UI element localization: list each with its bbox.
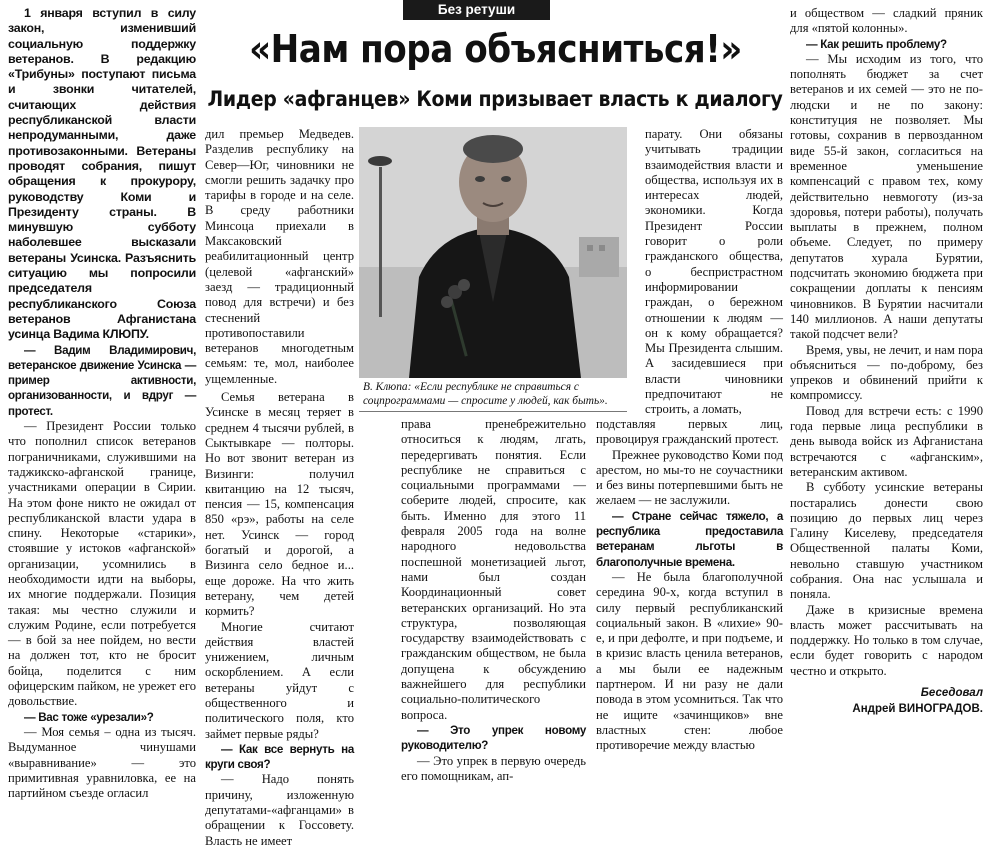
byline-author: Андрей ВИНОГРАДОВ. xyxy=(852,703,983,716)
column-5 xyxy=(790,6,983,786)
paragraph: и обществом — сладкий пряник для «пятой колонны». xyxy=(790,6,983,36)
question-3: — Как все вернуть на круги своя? xyxy=(205,742,354,772)
answer-6: — Мы исходим из того, что пополнять бюджет за счет ветеранов и их семей — это не по-людски и не по закону: конституция не позволяет. Мы готовы, сохранив в первозданном виде 55-й закон, согласиться на временное уменьшение компенсаций с правом тех, кому действительно невмоготу (из-за здоровья, потери работы), получать выплаты в прежнем, полном объеме. Следует, по примеру депутатов хурала Бурятии, подсчитать экономию бюджета при сокращении доплаты к пенсиям чиновников. В Бурятии насчитали 140 миллионов. А наши депутаты такой подсчет вели? xyxy=(790,51,983,342)
answer-3: — Надо понять причину, изложенную депутатами-«афганцами» в обращении к Госсовету. Власть не имеет xyxy=(205,772,354,848)
answer-2: — Моя семья – одна из тысяч. Выдуманное чинушами «выравнивание» — это примитивная уравниловка, ее на партийном съезде огласил xyxy=(8,724,196,801)
portrait-photo xyxy=(359,127,627,378)
column-4 xyxy=(645,127,783,417)
column-1 xyxy=(8,6,196,801)
byline-label: Беседовал xyxy=(920,687,983,700)
paragraph: парату. Они обязаны учитывать традиции взаимодействия власти и общества, используя их в интересах людей, экономики. Когда Президент России говорит о роли гражданского общества, о беспристрастном информировании граждан, о бережном отношении к людям — он к кому обращается? Мы Президента слышим. А засидевшиеся при власти чиновники предпочитают не строить, а ломать, xyxy=(645,127,783,417)
answer-4: — Это упрек в первую очередь его помощникам, ап- xyxy=(401,753,586,783)
paragraph: Даже в кризисные времена власть может рассчитывать на поддержку. Но только в том случае, если будет говорить с народом честно и открыто. xyxy=(790,602,983,678)
answer-1: — Президент России только что пополнил список ветеранов пограничниками, служившими на таджикско-афганской границе, участниками операции в Сирии. На этом фоне никто не ожидал от республиканской власти удара в спину. Некоторые «старики», стоявшие у истоков «афганской» организации, усомнились в необходимости идти на выборы, их многие поддержали. Позиция такая: мы честно служили и служим Родине, если потребуется — в бой за нее пойдем, но вести на должен тот, кто не бросит бойца, поделится с ним офицерским пайком, не урежет его довольствие. xyxy=(8,419,196,709)
column-3 xyxy=(401,417,586,786)
article-headline: «Нам пора объясниться!» xyxy=(249,27,742,71)
question-4: — Это упрек новому руководителю? xyxy=(401,723,586,753)
photo-caption: В. Клюпа: «Если республике не справиться с соцпрограммами — спросите у людей, как быть». xyxy=(359,378,627,412)
paragraph: Многие считают действия властей унижением, личным оскорблением. А если ветераны уйдут с общественного и политического поля, кто займет первые ряды? xyxy=(205,619,354,741)
paragraph: Семья ветерана в Усинске в месяц теряет в среднем 4 тысячи рублей, в Сыктывкаре — полторы. Но вот звонит ветеран из Визинги: получил квитанцию на 12 тысяч, пенсия — 15, компенсация 850 «рэ», работы на селе нет. Усинск — город богатый и дорогой, а Визинга село бедное и... еще дороже. На что жить ветерану, чем детей кормить? xyxy=(205,390,354,619)
paragraph: дил премьер Медведев. Разделив республику на Север—Юг, чиновники не смогли решить задачку про тарифы в городе и на селе. В среду работники Минсоца приехали в Максаковский реабилитационный центр (целевой «афганский» заезд — традиционный повод для встречи) и без стеснений противопоставили ветеранов многодетным семьям: те, мол, наиболее ущемленные. xyxy=(205,127,354,386)
byline xyxy=(790,685,983,718)
question-2: — Вас тоже «урезали»? xyxy=(24,710,154,724)
paragraph: права пренебрежительно относиться к людям, лгать, передергивать понятия. Если республике не справиться с социальными программами — соберите людей, спросите, как быть. Именно для этого 11 февраля 2005 года на волне народного недовольства поспешной монетизацией льгот, нами был создан Координационный совет ветеранских организаций. Но эта структура, позволяющая государству взаимодействовать с гражданским обществом, не была допущена к обсуждению важнейшего для республики социально-политического вопроса. xyxy=(401,417,586,722)
column-4-continued xyxy=(596,417,783,786)
question-5: — Стране сейчас тяжело, а республика предоставила ветеранам льготы в благополучные времена. xyxy=(596,509,783,569)
question-6: — Как решить проблему? xyxy=(806,37,947,51)
paragraph: подставляя первых лиц, провоцируя гражданский протест. xyxy=(596,417,783,447)
paragraph: Время, увы, не лечит, и нам пора объясниться — по-доброму, без упреков и обвинений прийти к компромиссу. xyxy=(790,342,983,403)
column-2 xyxy=(205,127,354,848)
paragraph: Прежнее руководство Коми под арестом, но мы-то не соучастники и без вины потерпевшими быть не желаем — не заслужили. xyxy=(596,447,783,508)
article-subheadline: Лидер «афганцев» Коми призывает власть к диалогу xyxy=(207,87,783,111)
paragraph: В субботу усинские ветераны постарались донести свою позицию до первых лиц через Галину Киселеву, председателя Общественной палаты Коми, невольно ставшую участником собрания. Она нас услышала и поняла. xyxy=(790,480,983,602)
answer-5: — Не была благополучной середина 90-х, когда вступил в силу первый республиканский социальный закон. В «лихие» 90-е, и при дефолте, и при подъеме, и в кризис власть ценила ветеранов, а мы были ее надежным партнером. И ни разу не дали повода в этом усомниться. Так что не ищите «зачинщиков» вне властных стен: любое противоречие между властью xyxy=(596,569,783,753)
section-rubric: Без ретуши xyxy=(403,0,550,20)
portrait-illustration xyxy=(359,127,627,378)
paragraph: Повод для встречи есть: с 1990 года первые лица республики в день вывода войск из Афганистана встречаются с «афганским», ветеранским активом. xyxy=(790,403,983,479)
article-lead: 1 января вступил в силу закон, изменивший социальную поддержку ветеранов. В редакцию «Трибуны» поступают письма и звонки читателей, считающих действия республиканской власти непродуманными, даже противозаконными. Ветераны проводят собрания, пишут обращения к прокурору, руководству Коми и Президенту страны. В минувшую субботу наболевшее высказали ветераны Усинска. Разъяснить ситуацию мы попросили председателя республиканского Союза ветеранов Афганистана усинца Вадима КЛЮПУ. xyxy=(8,6,196,342)
question-1: — Вадим Владимирович, ветеранское движение Усинска — пример активности, организованности, и вдруг — протест. xyxy=(8,343,196,418)
